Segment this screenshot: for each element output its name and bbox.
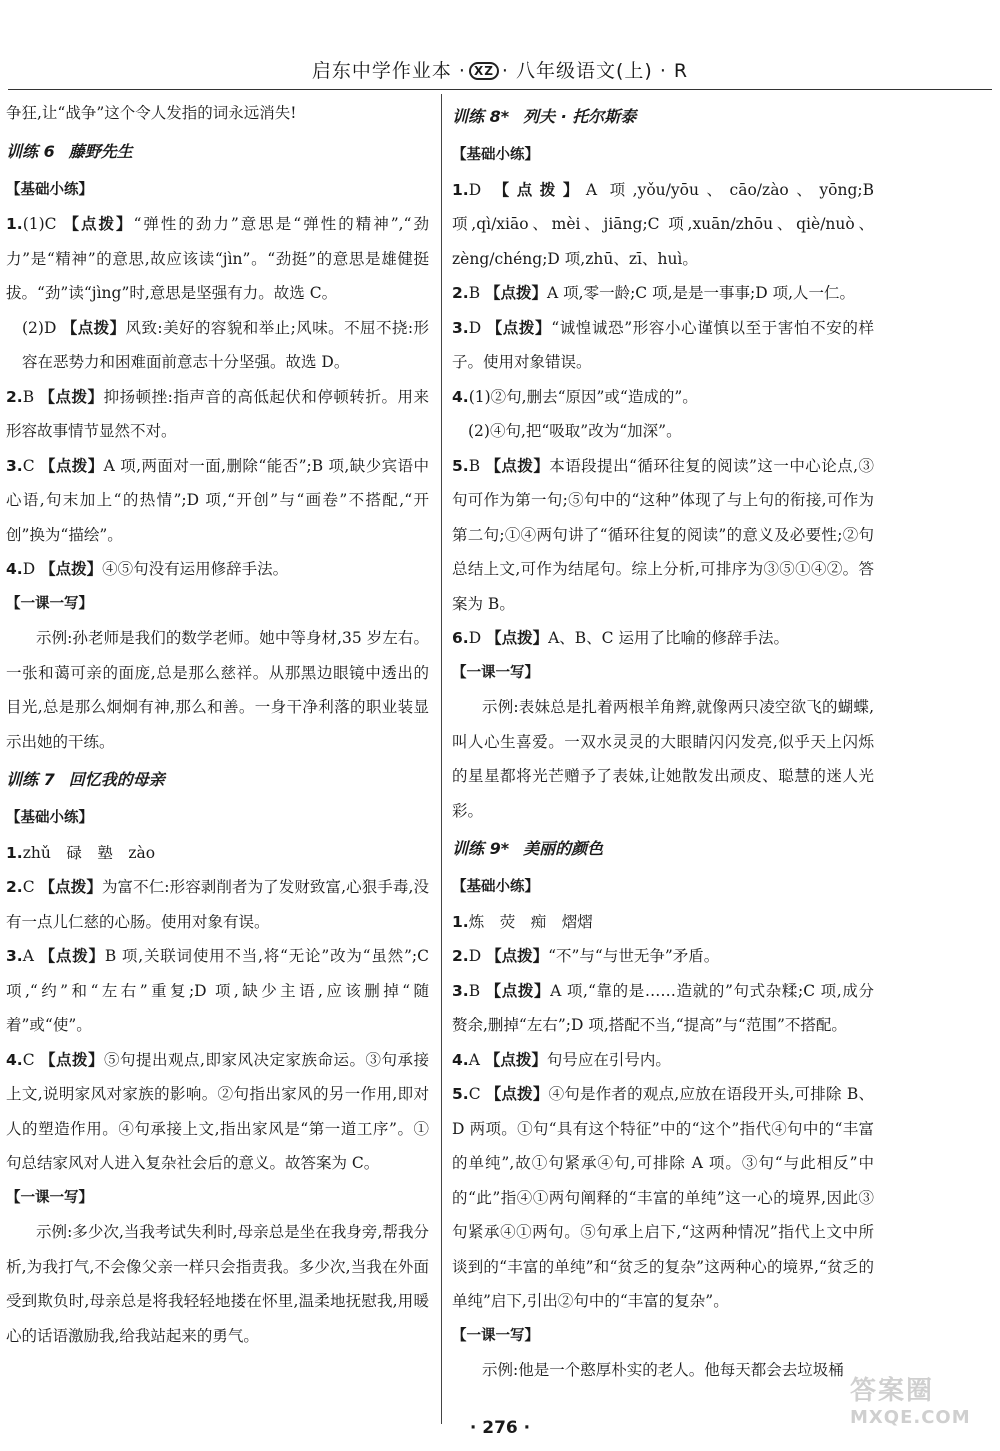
l6-q4: 4.D 【点拨】④⑤句没有运用修辞手法。 xyxy=(6,560,289,578)
l6-q3: 3.C 【点拨】A 项,两面对一面,删除“能否”;B 项,缺少宾语中心语,句末加上“的热情”;D 项,“开创”与“画卷”不搭配,“开创”换为“描绘”。 xyxy=(6,456,429,544)
l6-write: 示例:孙老师是我们的数学老师。她中等身材,35 岁左右。一张和蔼可亲的面庞,总是那么慈祥。从那黑边眼镜中透出的目光,总是那么炯炯有神,那么和善。一身干净利落的职业装显示出她的干练。 xyxy=(6,629,429,751)
watermark-logo xyxy=(850,1370,990,1440)
lesson-7-title: 训练 7 回忆我的母亲 xyxy=(6,770,165,789)
section-basic-7: 【基础小练】 xyxy=(6,810,93,826)
l8-q5: 5.B 【点拨】本语段提出“循环往复的阅读”这一中心论点,③句可作为第一句;⑤句中的“这种”体现了与上句的衔接,可作为第二句;①④两句讲了“循环往复的阅读”的意义及必要性;②句总结上文,可作为结尾句。综上分析,可排序为③⑤①④②。答案为 B。 xyxy=(452,456,874,613)
watermark-top-text: 答案圈 xyxy=(850,1376,935,1406)
l9-q4: 4.A 【点拨】句号应在引号内。 xyxy=(452,1050,671,1069)
l9-q1: 1.炼 荧 痴 熠熠 xyxy=(452,912,593,931)
l8-q2: 2.B 【点拨】A 项,零一龄;C 项,是是一事事;D 项,人一仁。 xyxy=(452,284,856,302)
section-write-8: 【一课一写】 xyxy=(452,664,539,681)
l8-q3: 3.D 【点拨】“诚惶诚恐”形容小心谨慎以至于害怕不安的样子。使用对象错误。 xyxy=(452,318,874,371)
lesson-9-title: 训练 9* 美丽的颜色 xyxy=(452,839,604,858)
l7-q1: 1.zhǔ 碌 塾 zào xyxy=(6,843,156,862)
l9-q5: 5.C 【点拨】④句是作者的观点,应放在语段开头,可排除 B、D 两项。①句“具有这个特征”中的“这个”指代④句中的“丰富的单纯”,故①句紧承④句,可排除 A 项。③句“与此相反”中的“此”指④①两句阐释的“丰富的单纯”这一心的境界,因此③句紧承④①两句。⑤句承上启下,“这两种情况”指代上文中所谈到的“丰富的单纯”和“贫乏的复杂”这两种心的境界,“贫乏的单纯”启下,引出②句中的“丰富的复杂”。 xyxy=(452,1085,874,1310)
l8-q6: 6.D 【点拨】A、B、C 运用了比喻的修辞手法。 xyxy=(452,629,789,647)
l8-write: 示例:表妹总是扎着两根羊角辫,就像两只凌空欲飞的蝴蝶,叫人心生喜爱。一双水灵灵的大眼睛闪闪发亮,似乎天上闪烁的星星都将光芒赠予了表妹,让她散发出顽皮、聪慧的迷人光彩。 xyxy=(452,698,874,820)
section-basic-6: 【基础小练】 xyxy=(6,181,93,198)
lesson-8-title: 训练 8* 列夫 · 托尔斯泰 xyxy=(452,107,637,126)
intro-line: 争狂,让“战争”这个令人发指的词永远消失! xyxy=(6,104,297,122)
column-divider xyxy=(441,94,442,1424)
l9-q3: 3.B 【点拨】A 项,“靠的是……造就的”句式杂糅;C 项,成分赘余,删掉“左右”;D 项,搭配不当,“提高”与“范围”不搭配。 xyxy=(452,981,874,1034)
section-write-9: 【一课一写】 xyxy=(452,1327,539,1344)
section-basic-8: 【基础小练】 xyxy=(452,147,539,163)
l8-q4b: (2)④句,把“吸取”改为“加深”。 xyxy=(468,422,682,440)
section-write-6: 【一课一写】 xyxy=(6,595,93,612)
l8-q4a: 4.(1)②句,删去“原因”或“造成的”。 xyxy=(452,387,698,406)
header-rule xyxy=(8,89,992,90)
l7-q4: 4.C 【点拨】⑤句提出观点,即家风决定家族命运。③句承接上文,说明家风对家族的影响。②句指出家风的另一作用,即对人的塑造作用。④句承接上文,指出家风是“第一道工序”。①句总结家风对人进入复杂社会后的意义。故答案为 C。 xyxy=(6,1050,429,1172)
l6-q1a: 1.(1)C 【点拨】“弹性的劲力”意思是“弹性的精神”,“劲力”是“精神”的意思,故应该读“jìn”。“劲挺”的意思是雄健挺拔。“劲”读“jìng”时,意思是坚强有力。故选 C。 xyxy=(6,215,429,302)
l6-q2: 2.B 【点拨】抑扬顿挫:指声音的高低起伏和停顿转折。用来形容故事情节显然不对。 xyxy=(6,387,429,440)
right-column xyxy=(452,96,874,1388)
watermark-bottom-text: MXQE.COM xyxy=(850,1407,971,1428)
page-header xyxy=(0,56,1000,90)
l7-q3: 3.A 【点拨】B 项,关联词使用不当,将“无论”改为“虽然”;C 项,“约”和“左右”重复;D 项,缺少主语,应该删掉“随着”或“使”。 xyxy=(6,947,429,1034)
l6-q1b: (2)D 【点拨】风致:美好的容貌和举止;风味。不屈不挠:形容在恶势力和困难面前意志十分坚强。故选 D。 xyxy=(22,318,429,371)
xz-badge-icon: XZ xyxy=(469,62,499,80)
l7-q2: 2.C 【点拨】为富不仁:形容剥削者为了发财致富,心狠手毒,没有一点儿仁慈的心肠。使用对象有误。 xyxy=(6,878,429,931)
lesson-6-title: 训练 6 藤野先生 xyxy=(6,141,133,161)
l8-q1: 1.D 【点拨】A 项,yǒu/yōu、cāo/zào、yōng;B 项,qì/xiāo、mèi、jiāng;C 项,xuān/zhōu、qiè/nuò、zèng/chéng;D 项,zhū、zī、huì。 xyxy=(452,180,874,268)
header-left: 启东中学作业本 · xyxy=(311,60,466,82)
header-right: · 八年级语文(上) · R xyxy=(501,60,689,82)
page-number: · 276 · xyxy=(469,1418,531,1438)
section-write-7: 【一课一写】 xyxy=(6,1189,93,1206)
l7-write: 示例:多少次,当我考试失利时,母亲总是坐在我身旁,帮我分析,为我打气,不会像父亲一样只会指责我。多少次,当我在外面受到欺负时,母亲总是将我轻轻地搂在怀里,温柔地抚慰我,用暖心的话语激励我,给我站起来的勇气。 xyxy=(6,1223,429,1345)
l9-write: 示例:他是一个憨厚朴实的老人。他每天都会去垃圾桶 xyxy=(482,1361,844,1379)
section-basic-9: 【基础小练】 xyxy=(452,879,539,895)
left-column xyxy=(6,96,429,1353)
l9-q2: 2.D 【点拨】“不”与“与世无争”矛盾。 xyxy=(452,947,720,965)
